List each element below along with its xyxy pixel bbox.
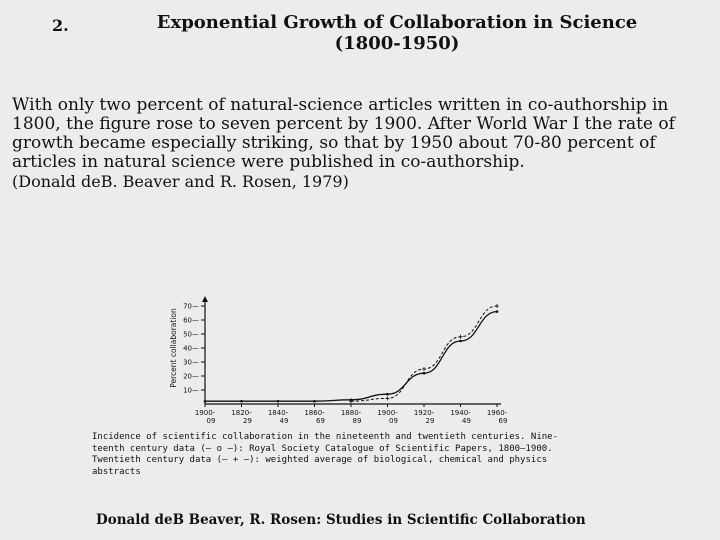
x-tick-label-top: 1880- xyxy=(340,409,362,417)
y-tick-label: 40— xyxy=(183,344,199,353)
caption-line-4: abstracts xyxy=(92,466,141,477)
figure-caption xyxy=(92,432,622,478)
slide-title xyxy=(112,12,682,54)
y-tick-label: 20— xyxy=(183,372,199,381)
x-tick-label-bottom: 49 xyxy=(279,417,289,425)
x-ticks xyxy=(195,404,508,425)
x-tick-label-top: 1860- xyxy=(304,409,325,417)
data-point xyxy=(495,304,499,308)
x-tick-label-bottom: 29 xyxy=(243,417,252,425)
source-reference xyxy=(96,512,636,528)
chart-svg xyxy=(165,296,520,431)
x-tick-label-top: 1940- xyxy=(450,409,471,417)
data-point xyxy=(313,400,316,403)
x-tick-label-bottom: 29 xyxy=(425,417,435,425)
x-tick-label-top: 1960- xyxy=(486,409,508,417)
series-line-2 xyxy=(351,306,497,401)
chart-axes xyxy=(202,296,501,404)
body-text xyxy=(12,96,712,191)
title-line-2: (1800-1950) xyxy=(334,33,460,54)
x-tick-label-bottom: 49 xyxy=(462,417,471,425)
caption-line-1: Incidence of scientific collaboration in the nineteenth and twentieth centuries. Nine- xyxy=(92,432,558,442)
x-tick-label-bottom: 09 xyxy=(389,417,398,425)
y-tick-label: 70— xyxy=(183,302,199,311)
x-tick-label-top: 1900- xyxy=(377,409,398,417)
y-tick-label: 10— xyxy=(183,386,199,395)
caption-line-3: Twentieth century data (– + –): weighted average of biological, chemical and physics xyxy=(92,455,548,465)
data-point xyxy=(459,340,462,343)
y-ticks xyxy=(183,303,205,395)
x-tick-label-top: 1840- xyxy=(267,409,289,417)
data-point xyxy=(386,393,389,396)
body-citation: (Donald deB. Beaver and R. Rosen, 1979) xyxy=(12,172,349,191)
y-axis-arrow xyxy=(202,296,208,302)
caption-line-2: teenth century data (– o –): Royal Society Catalogue of Scientific Papers, 1800–1900. xyxy=(92,443,553,454)
x-tick-label-bottom: 69 xyxy=(316,417,325,425)
x-tick-label-bottom: 89 xyxy=(352,417,362,425)
slide-number: 2. xyxy=(52,16,69,35)
x-tick-label-top: 1900- xyxy=(194,409,216,417)
body-paragraph: With only two percent of natural-science articles written in co-authorship in 1800, the figure rose to seven percent by 1900. After World War I the rate of growth became especially striking, so that by 1950 about 70-80 percent of articles in natural science were published in co-authorship. xyxy=(12,95,675,172)
data-point xyxy=(459,335,463,339)
title-line-1: Exponential Growth of Collaboration in Science xyxy=(156,12,638,33)
data-point xyxy=(386,396,390,400)
chart-series xyxy=(204,304,499,403)
data-point xyxy=(204,400,207,403)
y-tick-label: 30— xyxy=(183,358,199,367)
chart xyxy=(165,296,520,431)
x-tick-label-bottom: 09 xyxy=(206,417,216,425)
y-tick-label: 50— xyxy=(183,330,199,339)
source-book-title: Studies in Scientific Collaboration xyxy=(325,512,586,528)
data-point xyxy=(423,372,426,375)
x-tick-label-top: 1920- xyxy=(413,409,435,417)
data-point xyxy=(422,367,426,371)
y-tick-label: 60— xyxy=(183,316,199,325)
y-axis-label: Percent collaboration xyxy=(169,308,178,388)
data-point xyxy=(240,400,243,403)
data-point xyxy=(277,400,280,403)
data-point xyxy=(496,310,499,313)
x-tick-label-bottom: 69 xyxy=(498,417,508,425)
source-authors: Donald deB Beaver, R. Rosen: xyxy=(96,512,322,528)
x-tick-label-top: 1820- xyxy=(231,409,252,417)
series-line-1 xyxy=(205,312,497,402)
